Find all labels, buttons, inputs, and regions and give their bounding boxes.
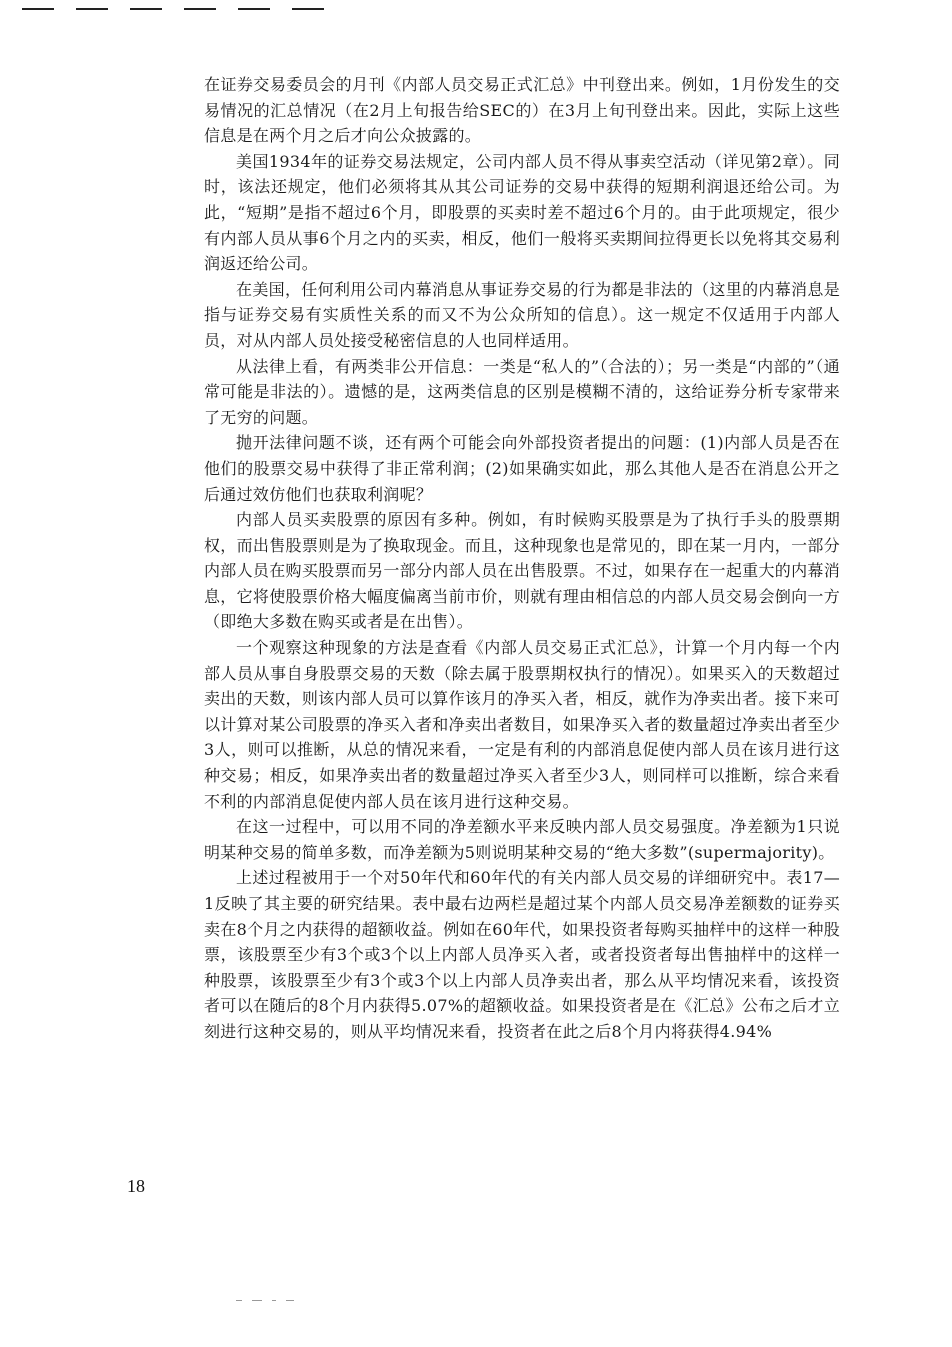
- scan-mark: [184, 8, 216, 10]
- scan-speck: [286, 1300, 294, 1301]
- scan-speck: [272, 1300, 276, 1301]
- scan-speck: [236, 1300, 242, 1301]
- scan-mark: [292, 8, 324, 10]
- paragraph: 抛开法律问题不谈，还有两个可能会向外部投资者提出的问题：(1)内部人员是否在他们的股票交易中获得了非正常利润；(2)如果确实如此，那么其他人是否在消息公开之后通过效仿他们也获取利润呢？: [204, 433, 840, 504]
- paragraph: 上述过程被用于一个对50年代和60年代的有关内部人员交易的详细研究中。表17—1反映了其主要的研究结果。表中最右边两栏是超过某个内部人员交易净差额数的证券买卖在8个月之内获得的超额收益。例如在60年代，如果投资者每购买抽样中的这样一种股票，该股票至少有3个或3个以上内部人员净买入者，或者投资者每出售抽样中的这样一种股票，该股票至少有3个或3个以上内部人员净卖出者，那么从平均情况来看，该投资者可以在随后的8个月内获得5.07%的超额收益。如果投资者是在《汇总》公布之后才立刻进行这种交易的，则从平均情况来看，投资者在此之后8个月内将获得4.94%: [204, 868, 840, 1041]
- scan-artifacts: [236, 1300, 294, 1301]
- page-number: 18: [127, 1176, 145, 1196]
- page-body: [204, 72, 840, 1045]
- paragraph: 一个观察这种现象的方法是查看《内部人员交易正式汇总》，计算一个月内每一个内部人员从事自身股票交易的天数（除去属于股票期权执行的情况）。如果买入的天数超过卖出的天数，则该内部人员可以算作该月的净买入者，相反，就作为净卖出者。接下来可以计算对某公司股票的净买入者和净卖出者数目，如果净买入者的数量超过净卖出者至少3人，则可以推断，从总的情况来看，一定是有利的内部消息促使内部人员在该月进行这种交易；相反，如果净卖出者的数量超过净买入者至少3人，则同样可以推断，综合来看不利的内部消息促使内部人员在该月进行这种交易。: [204, 638, 840, 811]
- scan-mark: [76, 8, 108, 10]
- scan-mark: [130, 8, 162, 10]
- scan-edge-marks: [22, 8, 324, 10]
- paragraph: 从法律上看，有两类非公开信息：一类是“私人的”（合法的）；另一类是“内部的”（通常可能是非法的）。遗憾的是，这两类信息的区别是模糊不清的，这给证券分析专家带来了无穷的问题。: [204, 356, 840, 427]
- scan-speck: [252, 1300, 262, 1301]
- paragraph: 在这一过程中，可以用不同的净差额水平来反映内部人员交易强度。净差额为1只说明某种交易的简单多数，而净差额为5则说明某种交易的“绝大多数”(supermajority)。: [204, 817, 840, 862]
- paragraph: 内部人员买卖股票的原因有多种。例如，有时候购买股票是为了执行手头的股票期权，而出售股票则是为了换取现金。而且，这种现象也是常见的，即在某一月内，一部分内部人员在购买股票而另一部分内部人员在出售股票。不过，如果存在一起重大的内幕消息，它将使股票价格大幅度偏离当前市价，则就有理由相信总的内部人员交易会倒向一方（即绝大多数在购买或者是在出售）。: [204, 510, 840, 632]
- paragraph-continuation: 在证券交易委员会的月刊《内部人员交易正式汇总》中刊登出来。例如，1月份发生的交易情况的汇总情况（在2月上旬报告给SEC的）在3月上旬刊登出来。因此，实际上这些信息是在两个月之后才向公众披露的。: [204, 75, 840, 146]
- paragraph: 美国1934年的证券交易法规定，公司内部人员不得从事卖空活动（详见第2章）。同时，该法还规定，他们必须将其从其公司证券的交易中获得的短期利润退还给公司。为此，“短期”是指不超过6个月，即股票的买卖时差不超过6个月的。由于此项规定，很少有内部人员从事6个月之内的买卖，相反，他们一般将买卖期间拉得更长以免将其交易利润返还给公司。: [204, 151, 840, 274]
- paragraph: 在美国，任何利用公司内幕消息从事证券交易的行为都是非法的（这里的内幕消息是指与证券交易有实质性关系的而又不为公众所知的信息）。这一规定不仅适用于内部人员，对从内部人员处接受秘密信息的人也同样适用。: [204, 279, 840, 350]
- scan-mark: [22, 8, 54, 10]
- scan-mark: [238, 8, 270, 10]
